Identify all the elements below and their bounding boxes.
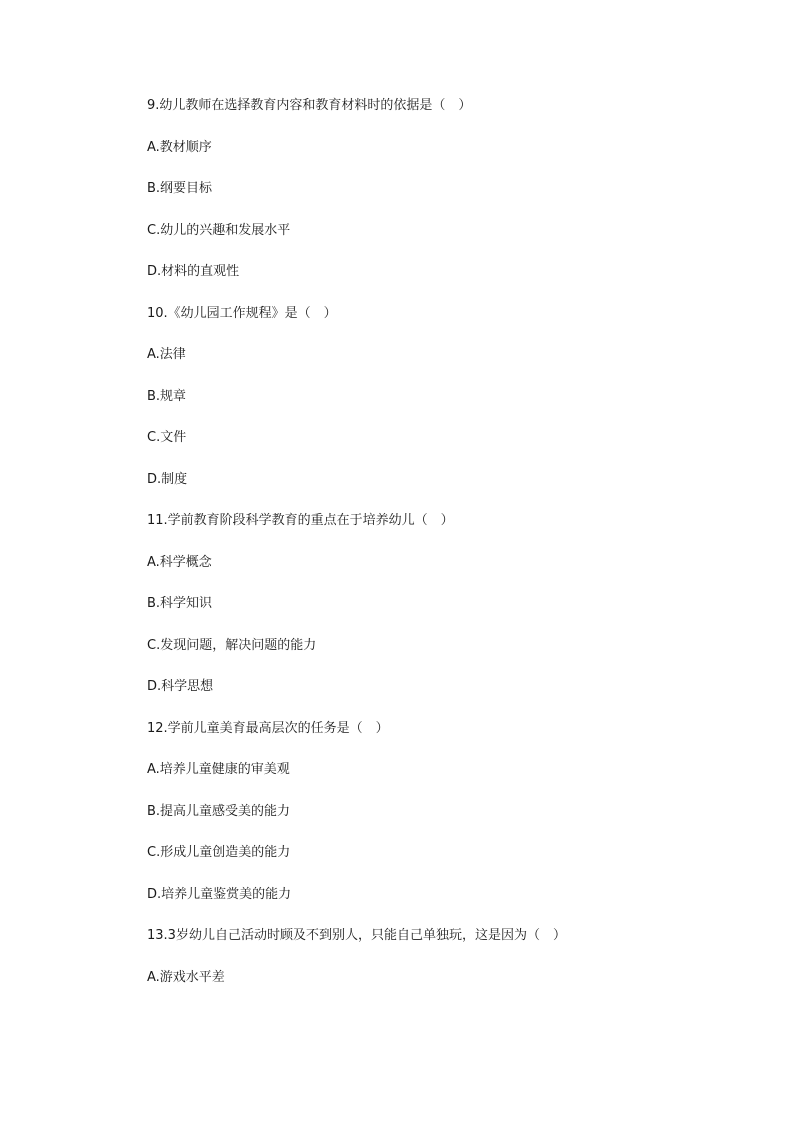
option-b: B.提高儿童感受美的能力 — [147, 803, 291, 819]
option-a: A.科学概念 — [147, 554, 212, 570]
option-b: B.规章 — [147, 388, 187, 404]
question-list — [147, 96, 707, 1009]
question-stem: 11.学前教育阶段科学教育的重点在于培养幼儿（ ） — [147, 513, 454, 528]
option-b: B.科学知识 — [147, 596, 213, 611]
option-c: C.文件 — [147, 430, 187, 445]
option-a: A.游戏水平差 — [147, 969, 225, 985]
question-13 — [147, 926, 707, 988]
question-12 — [147, 719, 707, 905]
option-a: A.法律 — [147, 347, 186, 362]
question-stem: 10.《幼儿园工作规程》是（ ） — [147, 305, 337, 321]
option-d: D.制度 — [147, 471, 188, 487]
option-c: C.幼儿的兴趣和发展水平 — [147, 222, 291, 238]
option-a: A.教材顺序 — [147, 139, 212, 155]
question-stem: 13.3岁幼儿自己活动时顾及不到别人，只能自己单独玩，这是因为（ ） — [147, 928, 566, 943]
question-9 — [147, 96, 707, 282]
option-d: D.科学思想 — [147, 679, 214, 694]
option-a: A.培养儿童健康的审美观 — [147, 762, 290, 777]
option-c: C.形成儿童创造美的能力 — [147, 845, 291, 860]
question-stem: 9.幼儿教师在选择教育内容和教育材料时的依据是（ ） — [147, 98, 472, 113]
option-b: B.纲要目标 — [147, 181, 213, 196]
option-d: D.材料的直观性 — [147, 264, 240, 279]
question-11 — [147, 511, 707, 697]
option-c: C.发现问题，解决问题的能力 — [147, 637, 317, 653]
question-stem: 12.学前儿童美育最高层次的任务是（ ） — [147, 720, 389, 736]
option-d: D.培养儿童鉴赏美的能力 — [147, 886, 292, 902]
question-10 — [147, 304, 707, 490]
